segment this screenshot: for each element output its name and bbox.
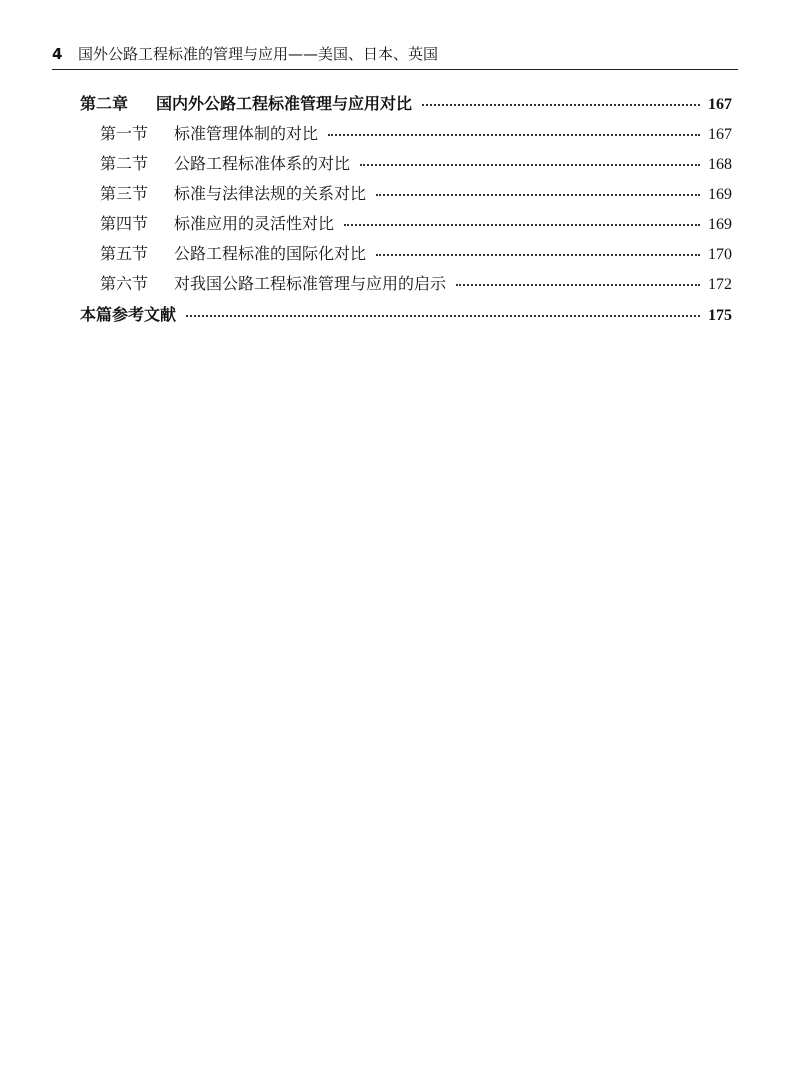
section-label: 第五节	[100, 244, 149, 263]
section-label: 第一节	[100, 124, 149, 143]
section-label: 第四节	[100, 214, 149, 233]
toc-page-number: 169	[708, 186, 732, 203]
toc-page-number: 167	[708, 126, 732, 143]
running-header	[52, 44, 742, 64]
dot-leader	[376, 254, 700, 256]
running-title: 国外公路工程标准的管理与应用——美国、日本、英国	[78, 45, 439, 63]
toc-section-entry[interactable]	[100, 148, 732, 174]
toc-chapter-entry[interactable]	[80, 88, 732, 114]
section-title: 标准管理体制的对比	[174, 124, 319, 143]
toc-section-entry[interactable]	[100, 118, 732, 144]
toc-entry-title	[100, 211, 344, 234]
toc-page-number: 175	[708, 307, 732, 324]
section-title: 公路工程标准体系的对比	[174, 154, 351, 173]
chapter-title: 国内外公路工程标准管理与应用对比	[156, 94, 413, 113]
section-label: 第六节	[100, 274, 149, 293]
toc-page-number: 169	[708, 216, 732, 233]
toc-entry-title	[100, 151, 360, 174]
references-title: 本篇参考文献	[80, 305, 177, 324]
dot-leader	[422, 104, 700, 106]
toc-entry-title	[80, 91, 422, 114]
dot-leader	[186, 315, 700, 317]
toc-section-entry[interactable]	[100, 268, 732, 294]
toc-entry-title	[100, 241, 376, 264]
dot-leader	[328, 134, 700, 136]
section-title: 对我国公路工程标准管理与应用的启示	[174, 274, 447, 293]
dot-leader	[360, 164, 700, 166]
toc-entry-title	[100, 271, 456, 294]
toc-page-number: 170	[708, 246, 732, 263]
toc-references-entry[interactable]	[80, 299, 732, 325]
toc-entry-title	[100, 121, 328, 144]
toc-page-number: 167	[708, 96, 732, 113]
dot-leader	[376, 194, 700, 196]
dot-leader	[344, 224, 700, 226]
toc-section-entry[interactable]	[100, 238, 732, 264]
chapter-label: 第二章	[80, 94, 129, 113]
section-label: 第三节	[100, 184, 149, 203]
section-title: 标准应用的灵活性对比	[174, 214, 335, 233]
toc-page-number: 172	[708, 276, 732, 293]
section-title: 公路工程标准的国际化对比	[174, 244, 367, 263]
section-label: 第二节	[100, 154, 149, 173]
toc-section-entry[interactable]	[100, 208, 732, 234]
toc-page-number: 168	[708, 156, 732, 173]
dot-leader	[456, 284, 700, 286]
header-rule	[52, 69, 738, 70]
section-title: 标准与法律法规的关系对比	[174, 184, 367, 203]
toc-entry-title	[100, 181, 376, 204]
toc-section-entry[interactable]	[100, 178, 732, 204]
page-number: 4	[52, 45, 63, 63]
